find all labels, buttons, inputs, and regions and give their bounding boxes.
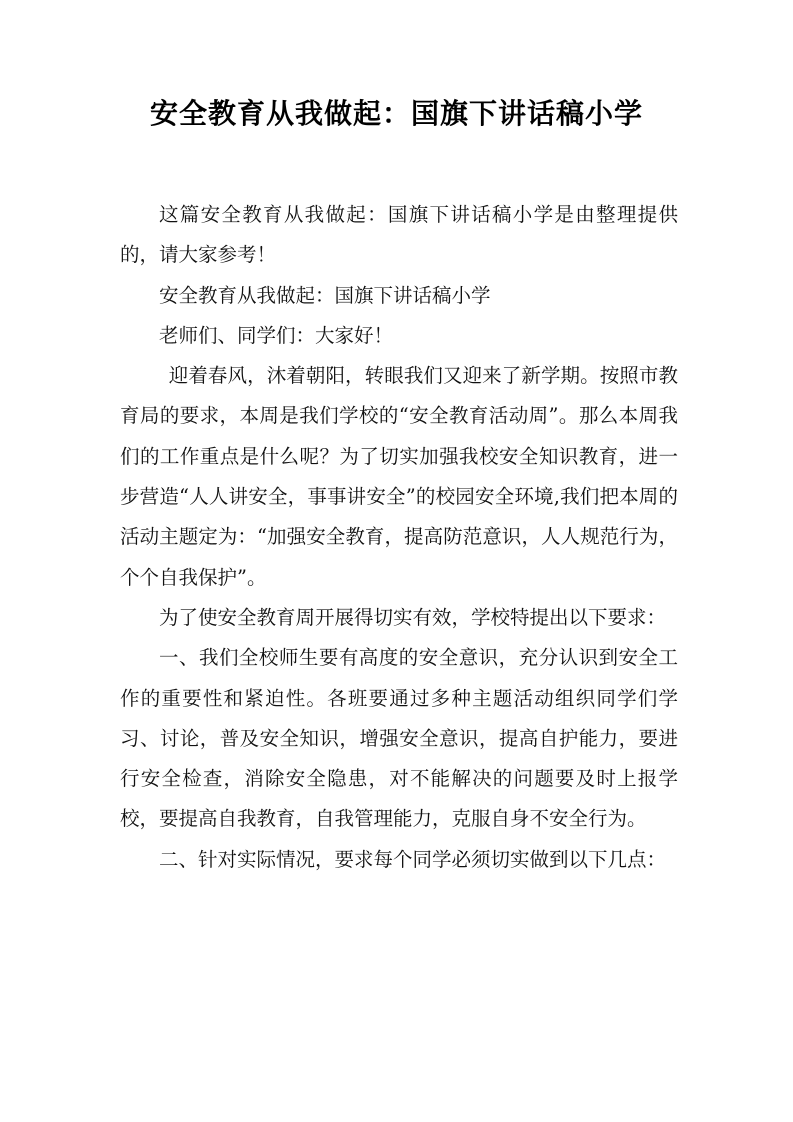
greeting-paragraph: 老师们、同学们：大家好！	[159, 323, 394, 347]
requirement-two-paragraph: 二、针对实际情况，要求每个同学必须切实做到以下几点：	[159, 847, 667, 871]
subtitle-paragraph: 安全教育从我做起：国旗下讲话稿小学	[159, 283, 491, 307]
document-title: 安全教育从我做起：国旗下讲话稿小学	[149, 97, 643, 130]
requirement-one-paragraph: 一、我们全校师生要有高度的安全意识，充分认识到安全工作的重要性和紧迫性。各班要通过多种主题活动组织同学们学习、讨论，普及安全知识，增强安全意识，提高自护能力，要进行安全检查，消除安全隐患，对不能解决的问题要及时上报学校，要提高自我教育，自我管理能力，克服自身不安全行为。	[120, 646, 678, 831]
document-body	[120, 195, 678, 880]
intro-paragraph: 这篇安全教育从我做起：国旗下讲话稿小学是由整理提供的，请大家参考！	[120, 203, 678, 267]
requirements-intro-paragraph: 为了使安全教育周开展得切实有效，学校特提出以下要求：	[159, 605, 667, 629]
opening-paragraph: 迎着春风，沐着朝阳，转眼我们又迎来了新学期。按照市教育局的要求，本周是我们学校的“安全教育活动周”。那么本周我们的工作重点是什么呢？为了切实加强我校安全知识教育，进一步营造“人人讲安全，事事讲安全”的校园安全环境,我们把本周的活动主题定为：“加强安全教育，提高防范意识，人人规范行为，个个自我保护”。	[120, 364, 678, 589]
